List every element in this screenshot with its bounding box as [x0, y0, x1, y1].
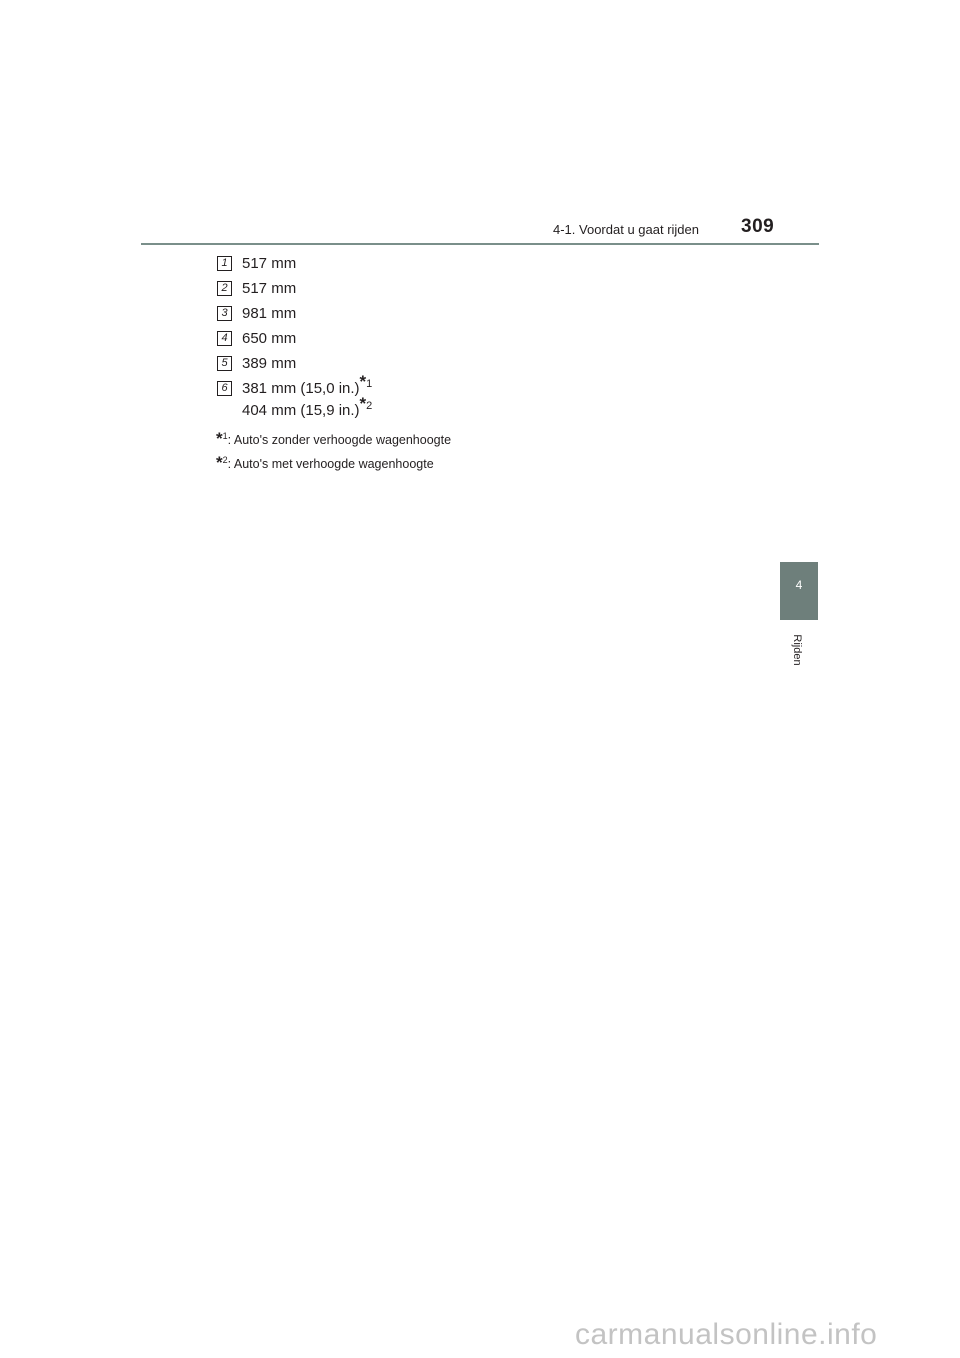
item-value: [242, 371, 373, 397]
item-value-text: 381 mm (15,0 in.): [242, 379, 360, 397]
chapter-number: 4: [795, 578, 803, 592]
footnote-star: *: [359, 371, 367, 391]
chapter-label-text: Rijden: [791, 634, 803, 666]
item-value-text: 404 mm (15,9 in.): [242, 402, 360, 419]
footnote-text: : Auto's zonder verhoogde wagenhoogte: [227, 433, 452, 447]
item-number-box: 2: [217, 281, 232, 296]
footnote: [216, 453, 434, 473]
footnote-number: 1: [222, 430, 228, 441]
header-rule: [141, 243, 819, 245]
footnote-ref: 1: [366, 377, 373, 390]
footnote-number: 2: [222, 454, 228, 465]
item-value: 981 mm: [242, 304, 297, 322]
footnote-star: *: [216, 429, 223, 448]
item-number-box: 3: [217, 306, 232, 321]
list-item: [217, 303, 296, 323]
item-value: 517 mm: [242, 254, 297, 272]
list-item: [217, 253, 296, 273]
list-item: [217, 353, 296, 373]
item-number-box: 4: [217, 331, 232, 346]
list-item: [217, 328, 296, 348]
section-title: 4-1. Voordat u gaat rijden: [553, 222, 699, 237]
watermark: carmanualsonline.info: [575, 1318, 878, 1351]
item-number-box: 6: [217, 381, 232, 396]
list-item: [217, 278, 296, 298]
item-continuation: [242, 394, 373, 419]
chapter-label: [782, 628, 812, 672]
footnote-text: : Auto's met verhoogde wagenhoogte: [227, 457, 434, 471]
footnote-ref: 2: [366, 400, 373, 412]
item-number-box: 1: [217, 256, 232, 271]
footnote-star: *: [359, 394, 367, 413]
page-number: 309: [741, 216, 775, 237]
list-item: [217, 371, 373, 398]
item-value: 389 mm: [242, 354, 297, 372]
item-value: 517 mm: [242, 279, 297, 297]
item-number-box: 5: [217, 356, 232, 371]
item-value: 650 mm: [242, 329, 297, 347]
footnote-star: *: [216, 453, 223, 472]
footnote: [216, 429, 451, 449]
chapter-tab: [780, 562, 818, 620]
